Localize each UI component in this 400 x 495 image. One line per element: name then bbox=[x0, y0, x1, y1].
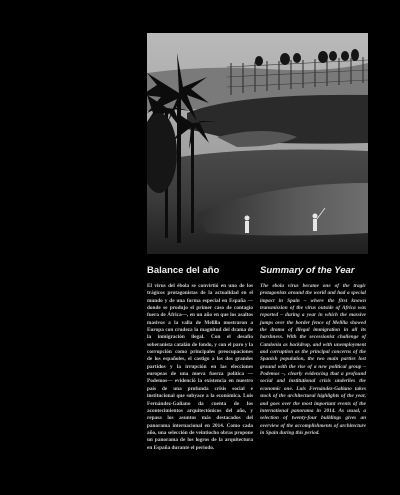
english-column bbox=[260, 265, 366, 437]
english-body: The ebola virus became one of the tragic protagonists around the world and had a special impact in Spain – where the first known transmission of the virus outside of Africa was reported – during a year in which the massive jumps over the border fence of Melilla showed the drama of illegal immigration in all its harshness. With the secessionist challenge of Catalonia as backdrop, and with unemployment and corruption as the principal concerns of the Spanish population, the two main parties lost ground with the rise of a new political group – Podemos –, clearly evidencing that a profound social and institutional crisis underlies the economic one. Luis Fernández-Galiano takes stock of the architectural highlights of the year, and goes over the most important events of the international panorama in 2014. As usual, a selection of twenty-four buildings gives an overview of the accomplishments of architecture in Spain during this period. bbox=[260, 283, 366, 436]
spanish-heading: Balance del año bbox=[147, 265, 220, 276]
spanish-body: El virus del ébola se convirtió en uno de los trágicos protagonistas de la actualidad en el mundo y de una forma especial en España —donde se produjo el primer caso de contagio fuera de África—, en un año en que los asaltos masivos a la valla de Melilla mostraron a Europa con crudeza la magnitud del drama de la inmigración ilegal. Con el desafío soberanista catalán de fondo, y con el paro y la corrupción como principales preocupaciones de los españoles, el castigo a los dos grandes partidos y la irrupción en las elecciones europeas de una nueva fuerza política —Podemos— evidenció la existencia en nuestro país de una profunda crisis social e institucional que subyace a la económica. Luis Fernández-Galiano da cuenta de los acontecimientos arquitectónicos del año, y repasa los asuntos más destacados del panorama internacional en 2014. Como cada año, una selección de veintiocho obras propone un panorama de los logros de la arquitectura en España durante el periodo. bbox=[147, 283, 253, 451]
golf-course-photo bbox=[147, 33, 368, 254]
spanish-column bbox=[147, 265, 253, 452]
photo-illustration bbox=[147, 33, 368, 254]
english-heading: Summary of the Year bbox=[260, 265, 355, 276]
